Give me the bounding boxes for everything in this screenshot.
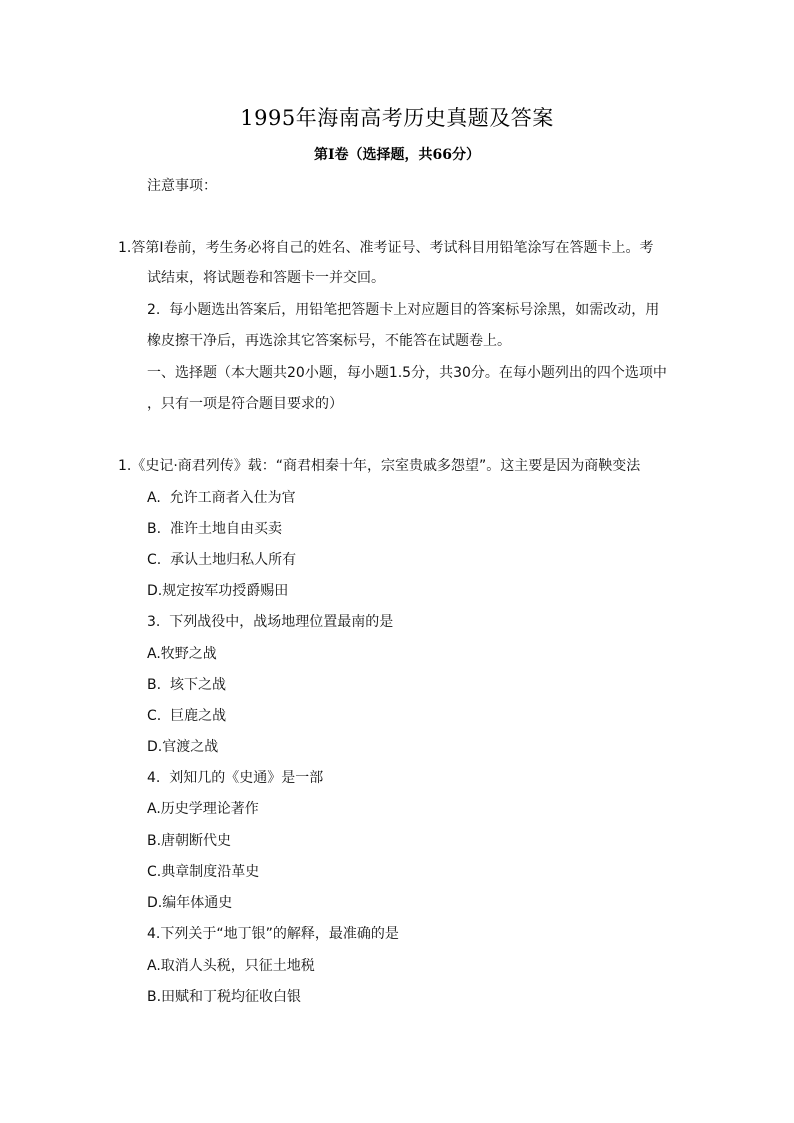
question-option: D.规定按军功授爵赐田 <box>147 583 289 599</box>
question-stem: 4. 刘知几的《史通》是一部 <box>147 770 324 786</box>
notice-line-3: 2. 每小题选出答案后，用铅笔把答题卡上对应题目的答案标号涂黑，如需改动，用 <box>147 302 660 318</box>
question-option: C. 承认土地归私人所有 <box>147 552 297 568</box>
question-option: B.唐朝断代史 <box>147 833 232 849</box>
question-stem: 4.下列关于“地丁银”的解释，最准确的是 <box>147 926 399 942</box>
question-option: B.田赋和丁税均征收白银 <box>147 989 302 1005</box>
document-title: 1995年海南高考历史真题及答案 <box>240 106 554 130</box>
question-option: A.历史学理论著作 <box>147 801 259 817</box>
question-option: A.取消人头税，只征土地税 <box>147 958 315 974</box>
section-heading-line-1: 一、选择题（本大题共20小题，每小题1.5分，共30分。在每小题列出的四个选项中 <box>147 365 667 381</box>
notice-line-1: 1.答第Ⅰ卷前，考生务必将自己的姓名、准考证号、考试科目用铅笔涂写在答题卡上。考 <box>118 240 654 256</box>
notice-line-4: 橡皮擦干净后，再选涂其它答案标号，不能答在试题卷上。 <box>147 333 511 349</box>
question-option: A. 允许工商者入仕为官 <box>147 490 296 506</box>
question-stem: 1.《史记·商君列传》载：“商君相秦十年，宗室贵戚多怨望”。这主要是因为商鞅变法 <box>118 458 641 474</box>
question-option: C. 巨鹿之战 <box>147 708 227 724</box>
notice-line-2: 试结束，将试题卷和答题卡一并交回。 <box>147 270 385 286</box>
question-option: D.编年体通史 <box>147 895 233 911</box>
question-option: B. 垓下之战 <box>147 677 226 693</box>
question-option: C.典章制度沿革史 <box>147 864 260 880</box>
question-stem: 3. 下列战役中，战场地理位置最南的是 <box>147 614 394 630</box>
question-option: D.官渡之战 <box>147 739 219 755</box>
section-heading-line-2: ，只有一项是符合题目要求的） <box>147 396 343 412</box>
question-option: B. 准许土地自由买卖 <box>147 521 282 537</box>
document-subtitle: 第Ⅰ卷（选择题，共66分） <box>313 147 481 163</box>
notice-heading: 注意事项： <box>147 178 217 194</box>
question-option: A.牧野之战 <box>147 646 217 662</box>
